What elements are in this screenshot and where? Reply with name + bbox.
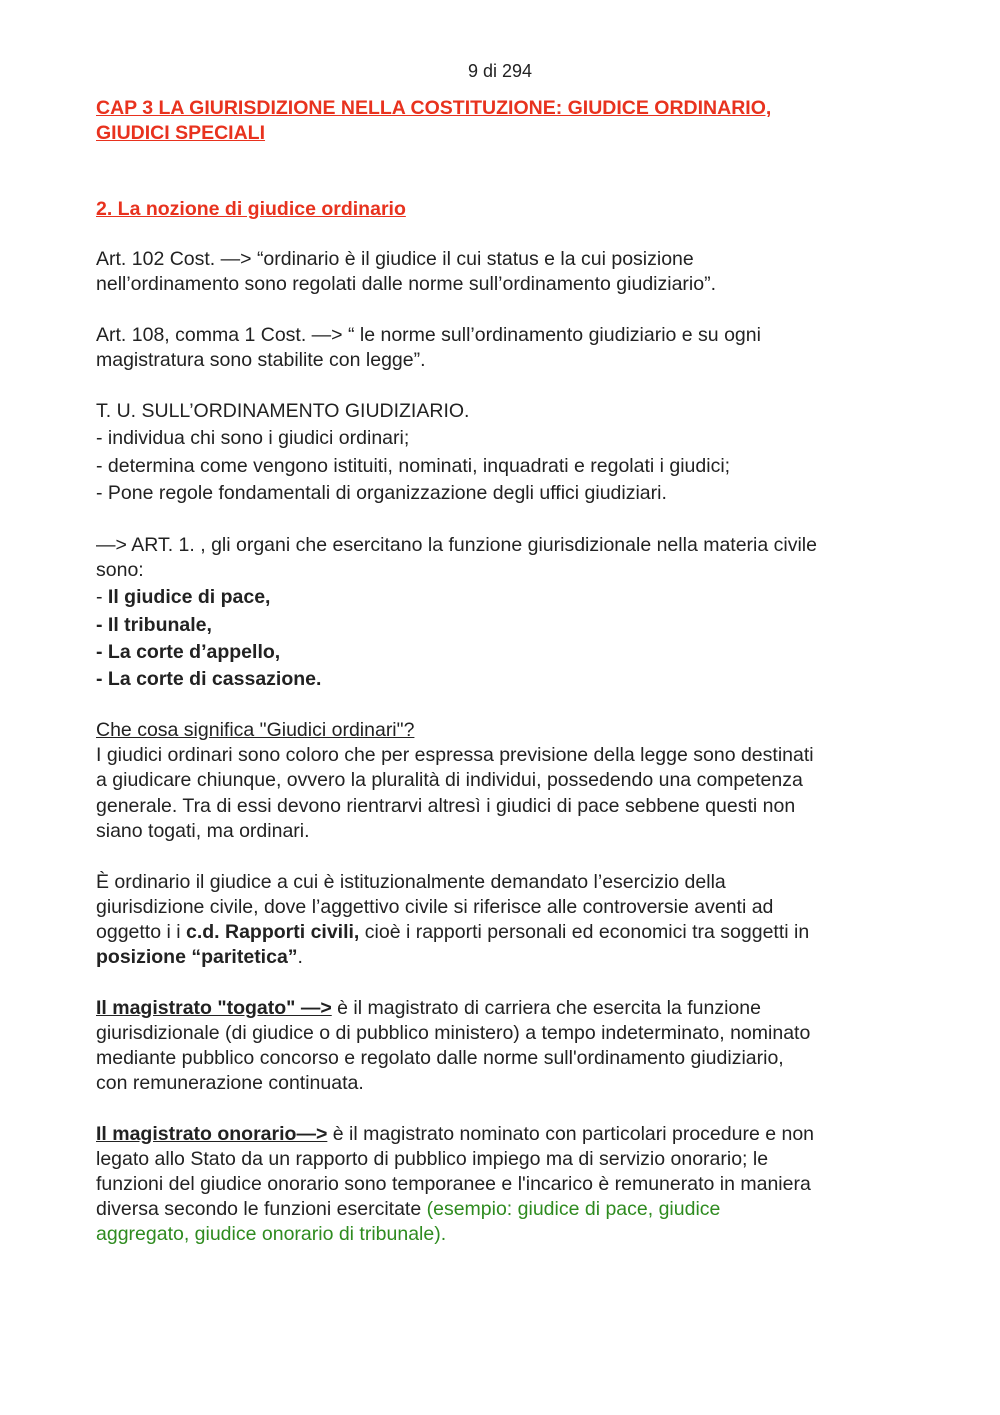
togato-text: è il magistrato di carriera che esercita la funzione (331, 997, 761, 1019)
art102-line1: Art. 102 Cost. —> “ordinario è il giudice il cui status e la cui posizione (96, 248, 694, 270)
ordinario-line3 (96, 920, 809, 945)
ordinario-line1: È ordinario il giudice a cui è istituzionalmente demandato l’esercizio della (96, 871, 726, 893)
organ-item-corte-appello: - La corte d’appello, (96, 641, 281, 663)
ordinario-line4 (96, 945, 303, 970)
ordinario-text: cioè i rapporti personali ed economici tra soggetti in (359, 921, 810, 943)
tu-item: - Pone regole fondamentali di organizzazione degli uffici giudiziari. (96, 482, 667, 504)
onorario-line1 (96, 1122, 814, 1147)
togato-line1 (96, 996, 761, 1021)
onorario-line3: funzioni del giudice onorario sono temporanee e l'incarico è remunerato in maniera (96, 1173, 811, 1195)
organ-dash: - (96, 586, 108, 608)
togato-line3: mediante pubblico concorso e regolato dalle norme sull'ordinamento giudiziario, (96, 1047, 784, 1069)
tu-heading: T. U. SULL’ORDINAMENTO GIUDIZIARIO. (96, 400, 470, 422)
ordinario-line2: giurisdizione civile, dove l’aggettivo civile si riferisce alle controversie aventi ad (96, 896, 774, 918)
example-note: (esempio: giudice di pace, giudice (426, 1198, 721, 1220)
art108-line1: Art. 108, comma 1 Cost. —> “ le norme sull’ordinamento giudiziario e su ogni (96, 324, 761, 346)
example-note-line2: aggregato, giudice onorario di tribunale). (96, 1223, 447, 1245)
organ-label: Il giudice di pace, (107, 586, 271, 608)
rapporti-civili-term: c.d. Rapporti civili, (185, 921, 360, 943)
art108-line2: magistratura sono stabilite con legge”. (96, 349, 426, 371)
art102-line2: nell’ordinamento sono regolati dalle norme sull’ordinamento giudiziario”. (96, 273, 717, 295)
question-line: generale. Tra di essi devono rientrarvi altresì i giudici di pace sebbene questi non (96, 795, 796, 817)
tu-item: - individua chi sono i giudici ordinari; (96, 427, 410, 449)
posizione-paritetica-term: posizione “paritetica” (96, 946, 298, 968)
togato-line4: con remunerazione continuata. (96, 1072, 364, 1094)
onorario-label: Il magistrato onorario—> (96, 1123, 328, 1145)
onorario-line2: legato allo Stato da un rapporto di pubblico impiego ma di servizio onorario; le (96, 1148, 769, 1170)
chapter-title-line1: CAP 3 LA GIURISDIZIONE NELLA COSTITUZIONE: GIUDICE ORDINARIO, (96, 97, 772, 119)
question-line: a giudicare chiunque, ovvero la pluralità di individui, possedendo una competenza (96, 769, 803, 791)
organ-item-cassazione: - La corte di cassazione. (96, 668, 322, 690)
section-title: 2. La nozione di giudice ordinario (96, 198, 406, 220)
onorario-line4 (96, 1197, 720, 1222)
question-line: siano togati, ma ordinari. (96, 820, 310, 842)
togato-line2: giurisdizionale (di giudice o di pubblico ministero) a tempo indeterminato, nominato (96, 1022, 811, 1044)
ordinario-text: . (297, 946, 303, 968)
chapter-title-line2: GIUDICI SPECIALI (96, 122, 266, 144)
question-heading: Che cosa significa "Giudici ordinari"? (96, 719, 415, 741)
organ-item-tribunale: - Il tribunale, (96, 614, 212, 636)
onorario-text: diversa secondo le funzioni esercitate (96, 1198, 427, 1220)
page-number: 9 di 294 (467, 61, 533, 81)
art1-line1: —> ART. 1. , gli organi che esercitano la funzione giurisdizionale nella materia civile (96, 534, 817, 556)
tu-item: - determina come vengono istituiti, nominati, inquadrati e regolati i giudici; (96, 455, 731, 477)
ordinario-text: oggetto i i (96, 921, 186, 943)
organ-item-giudice-pace (96, 585, 270, 610)
art1-line2: sono: (96, 559, 144, 581)
onorario-text: è il magistrato nominato con particolari procedure e non (327, 1123, 815, 1145)
togato-label: Il magistrato "togato" —> (96, 997, 332, 1019)
question-line: I giudici ordinari sono coloro che per espressa previsione della legge sono destinati (96, 744, 814, 766)
